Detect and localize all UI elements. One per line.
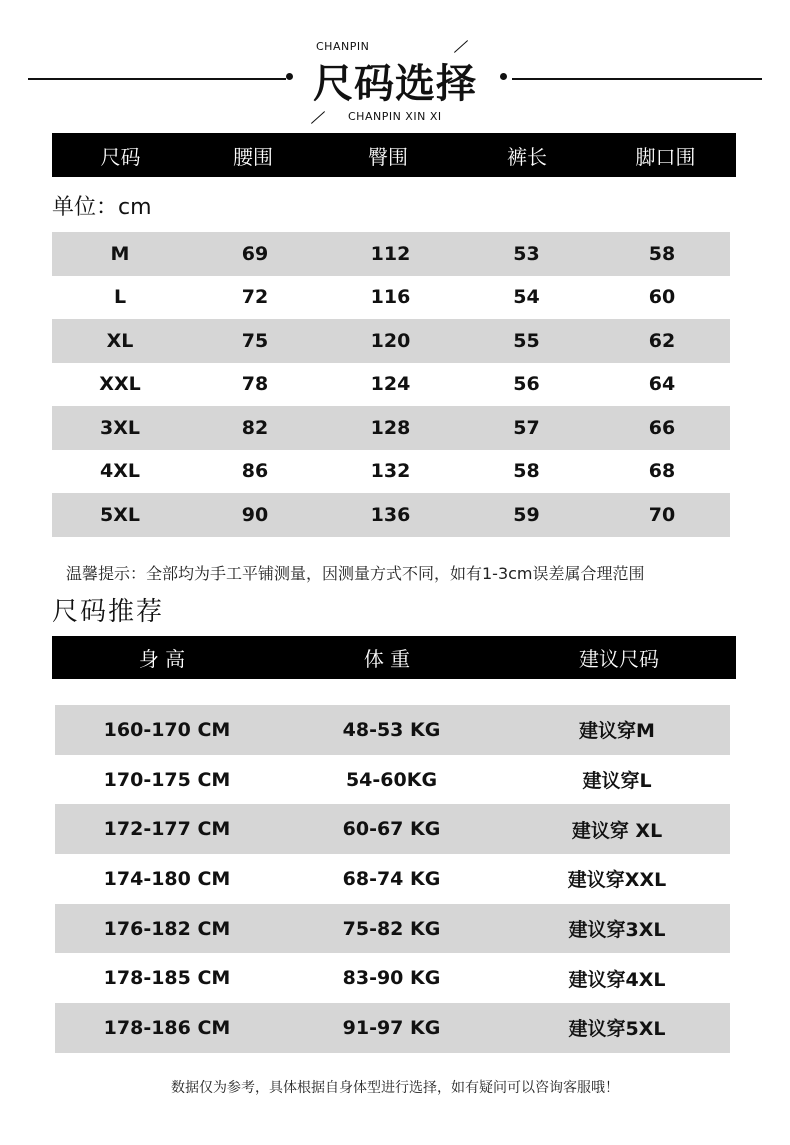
size-table [52, 232, 730, 537]
recommend-title: 尺码推荐 [52, 597, 165, 627]
table-cell: 176-182 CM [103, 917, 231, 940]
table-cell: 116 [370, 286, 411, 309]
table-cell: 75 [241, 329, 269, 352]
table-row [55, 755, 730, 805]
recommend-table-header [52, 636, 736, 679]
header-rule-right [512, 78, 762, 80]
table-cell: 178-186 CM [103, 1016, 231, 1039]
table-cell: 建议穿XXL [567, 869, 667, 892]
table-cell: 70 [648, 503, 676, 526]
table-cell: M [110, 242, 130, 265]
table-cell: 54-60KG [345, 768, 438, 791]
header-slash-top [454, 40, 468, 53]
page-title: 尺码选择 [313, 61, 477, 107]
table-cell: 83-90 KG [342, 967, 441, 990]
table-row [55, 705, 730, 755]
table-cell: 59 [513, 503, 540, 526]
table-cell: 91-97 KG [342, 1016, 441, 1039]
size-col-header: 裤长 [507, 144, 547, 169]
table-cell: 178-185 CM [103, 967, 231, 990]
header-slash-bottom [311, 111, 325, 124]
table-cell: 4XL [100, 460, 140, 483]
table-cell: 建议穿M [579, 720, 655, 743]
table-row [52, 406, 730, 450]
table-cell: 53 [513, 242, 540, 265]
size-col-header: 尺码 [100, 144, 141, 169]
table-row [52, 319, 730, 363]
table-cell: 48-53 KG [342, 718, 441, 741]
unit-label: 单位：cm [52, 195, 152, 220]
table-cell: XXL [99, 373, 141, 396]
header-subtitle-top: CHANPIN [316, 40, 370, 53]
recommend-col-header: 建议尺码 [579, 647, 659, 671]
table-cell: 57 [513, 416, 540, 439]
table-cell: XL [106, 329, 134, 352]
table-row [52, 363, 730, 407]
size-table-header [52, 133, 736, 177]
header-subtitle-bottom: CHANPIN XIN XI [348, 110, 442, 123]
table-cell: 68 [648, 460, 676, 483]
size-col-header: 臀围 [368, 144, 408, 169]
table-cell: 56 [513, 373, 540, 396]
measurement-tip: 温馨提示：全部均为手工平铺测量，因测量方式不同，如有1-3cm误差属合理范围 [66, 564, 645, 583]
table-cell: 建议穿 XL [571, 819, 663, 842]
table-cell: 58 [648, 242, 676, 265]
table-cell: 75-82 KG [342, 917, 441, 940]
table-cell: 170-175 CM [103, 768, 231, 791]
table-row [52, 493, 730, 537]
table-cell: L [113, 286, 127, 309]
table-cell: 124 [370, 373, 411, 396]
table-cell: 60 [648, 286, 676, 309]
table-cell: 55 [513, 329, 540, 352]
header-dot-right [500, 73, 507, 80]
table-cell: 5XL [100, 503, 140, 526]
table-cell: 82 [241, 416, 269, 439]
table-row [52, 450, 730, 494]
recommend-col-header: 体 重 [363, 647, 411, 671]
size-col-header: 脚口围 [635, 144, 696, 169]
table-row [52, 232, 730, 276]
table-cell: 54 [513, 286, 540, 309]
recommend-col-header: 身 高 [138, 647, 186, 671]
table-cell: 建议穿5XL [568, 1018, 666, 1041]
table-cell: 132 [370, 460, 411, 483]
header-rule-left [28, 78, 286, 80]
table-cell: 建议穿3XL [568, 919, 666, 942]
table-cell: 68-74 KG [342, 867, 441, 890]
table-cell: 78 [241, 373, 269, 396]
table-cell: 128 [370, 416, 411, 439]
table-cell: 建议穿4XL [568, 968, 666, 991]
table-cell: 60-67 KG [342, 818, 441, 841]
table-cell: 112 [370, 242, 411, 265]
table-row [52, 276, 730, 320]
footer-note: 数据仅为参考，具体根据自身体型进行选择，如有疑问可以咨询客服哦！ [171, 1080, 619, 1096]
table-row [55, 1003, 730, 1053]
header-dot-left [286, 73, 293, 80]
table-cell: 3XL [100, 416, 140, 439]
table-cell: 172-177 CM [103, 818, 231, 841]
table-row [55, 904, 730, 954]
size-col-header: 腰围 [233, 144, 273, 169]
table-cell: 86 [241, 460, 269, 483]
table-cell: 58 [513, 460, 540, 483]
table-cell: 69 [241, 242, 269, 265]
recommend-table [55, 705, 730, 1053]
table-cell: 62 [648, 329, 676, 352]
table-cell: 90 [241, 503, 269, 526]
table-row [55, 854, 730, 904]
table-cell: 建议穿L [582, 770, 652, 793]
table-cell: 174-180 CM [103, 867, 231, 890]
table-row [55, 953, 730, 1003]
table-cell: 66 [648, 416, 676, 439]
table-cell: 64 [648, 373, 676, 396]
table-cell: 136 [370, 503, 411, 526]
table-cell: 160-170 CM [103, 718, 231, 741]
table-cell: 72 [241, 286, 269, 309]
table-cell: 120 [370, 329, 411, 352]
table-row [55, 804, 730, 854]
